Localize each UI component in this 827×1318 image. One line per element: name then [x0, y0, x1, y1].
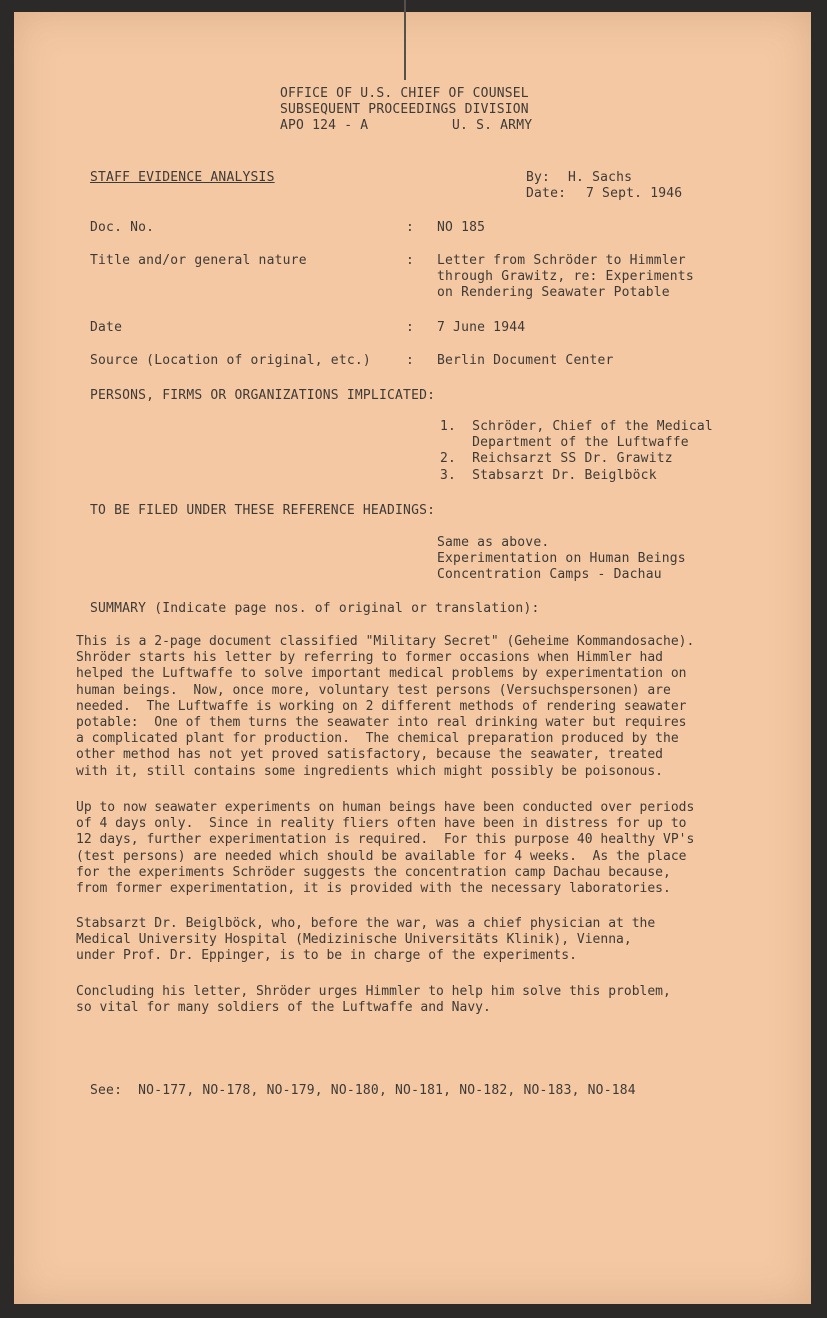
text-line: under Prof. Dr. Eppinger, is to be in charge of the experiments. [76, 948, 577, 964]
source-label: Source (Location of original, etc.) [90, 353, 371, 368]
by-value: H. Sachs [568, 170, 633, 185]
header-line-1: OFFICE OF U.S. CHIEF OF COUNSEL [280, 86, 529, 101]
text-line: a complicated plant for production. The chemical preparation produced by the [76, 731, 679, 747]
text-line: needed. The Luftwaffe is working on 2 different methods of rendering seawater [76, 698, 687, 714]
header-line-2: SUBSEQUENT PROCEEDINGS DIVISION [280, 102, 529, 117]
date-field-colon: : [406, 320, 415, 335]
text-line: human beings. Now, once more, voluntary test persons (Versuchspersonen) are [76, 682, 671, 698]
date-field-label: Date [90, 320, 123, 335]
text-line: with it, still contains some ingredients which might possibly be poisonous. [76, 763, 663, 779]
header-line-3-right: U. S. ARMY [452, 118, 533, 133]
persons-heading: PERSONS, FIRMS OR ORGANIZATIONS IMPLICATED: [90, 388, 436, 403]
title-line-1: Letter from Schröder to Himmler [437, 253, 686, 268]
summary-heading: SUMMARY (Indicate page nos. of original or translation): [90, 601, 540, 616]
summary-paragraph-4 [76, 984, 756, 1016]
text-line: (test persons) are needed which should be available for 4 weeks. As the place [76, 848, 687, 864]
text-line: from former experimentation, it is provided with the necessary laboratories. [76, 881, 671, 897]
reference-item: Experimentation on Human Beings [437, 551, 686, 566]
text-line: Stabsarzt Dr. Beiglböck, who, before the war, was a chief physician at the [76, 916, 656, 931]
title-label: Title and/or general nature [90, 253, 307, 268]
person-item: 1. Schröder, Chief of the Medical [440, 419, 713, 434]
text-line: 12 days, further experimentation is required. For this purpose 40 healthy VP's [76, 832, 695, 848]
summary-paragraph-1 [76, 634, 756, 780]
text-line: of 4 days only. Since in reality fliers often have been in distress for up to [76, 816, 687, 832]
date-value: 7 Sept. 1946 [586, 186, 683, 201]
reference-item: Same as above. [437, 535, 550, 550]
source-colon: : [406, 353, 415, 368]
text-line: so vital for many soldiers of the Luftwaffe and Navy. [76, 1000, 491, 1016]
source-value: Berlin Document Center [437, 353, 614, 368]
person-item: 3. Stabsarzt Dr. Beiglböck [440, 468, 657, 483]
title-line-2: through Grawitz, re: Experiments [437, 269, 694, 284]
text-line: other method has not yet proved satisfactory, because the seawater, treated [76, 747, 663, 763]
summary-paragraph-2 [76, 800, 756, 897]
reference-heading: TO BE FILED UNDER THESE REFERENCE HEADINGS: [90, 503, 436, 518]
analysis-title: STAFF EVIDENCE ANALYSIS [90, 170, 275, 185]
doc-no-label: Doc. No. [90, 220, 155, 235]
date-field-value: 7 June 1944 [437, 320, 526, 335]
doc-no-colon: : [406, 220, 415, 235]
text-line: for the experiments Schröder suggests the concentration camp Dachau because, [76, 864, 671, 880]
reference-item: Concentration Camps - Dachau [437, 567, 662, 582]
text-line: potable: One of them turns the seawater into real drinking water but requires [76, 715, 687, 731]
title-colon: : [406, 253, 415, 268]
page-fold-mark [404, 0, 406, 80]
date-label: Date: [526, 186, 567, 201]
person-item: Department of the Luftwaffe [440, 435, 689, 450]
summary-paragraph-3 [76, 916, 756, 965]
text-line: Up to now seawater experiments on human beings have been conducted over periods [76, 800, 695, 815]
header-line-3-left: APO 124 - A [280, 118, 369, 133]
by-label: By: [526, 170, 551, 185]
text-line: Concluding his letter, Shröder urges Himmler to help him solve this problem, [76, 984, 671, 999]
text-line: Medical University Hospital (Medizinische Universitäts Klinik), Vienna, [76, 932, 632, 948]
text-line: helped the Luftwaffe to solve important medical problems by experimentation on [76, 666, 687, 682]
see-also-references: See: NO-177, NO-178, NO-179, NO-180, NO-181, NO-182, NO-183, NO-184 [90, 1083, 636, 1098]
doc-no-value: NO 185 [437, 220, 486, 235]
text-line: This is a 2-page document classified "Military Secret" (Geheime Kommandosache). [76, 634, 695, 649]
title-line-3: on Rendering Seawater Potable [437, 285, 670, 300]
text-line: Shröder starts his letter by referring to former occasions when Himmler had [76, 650, 663, 666]
person-item: 2. Reichsarzt SS Dr. Grawitz [440, 451, 673, 466]
